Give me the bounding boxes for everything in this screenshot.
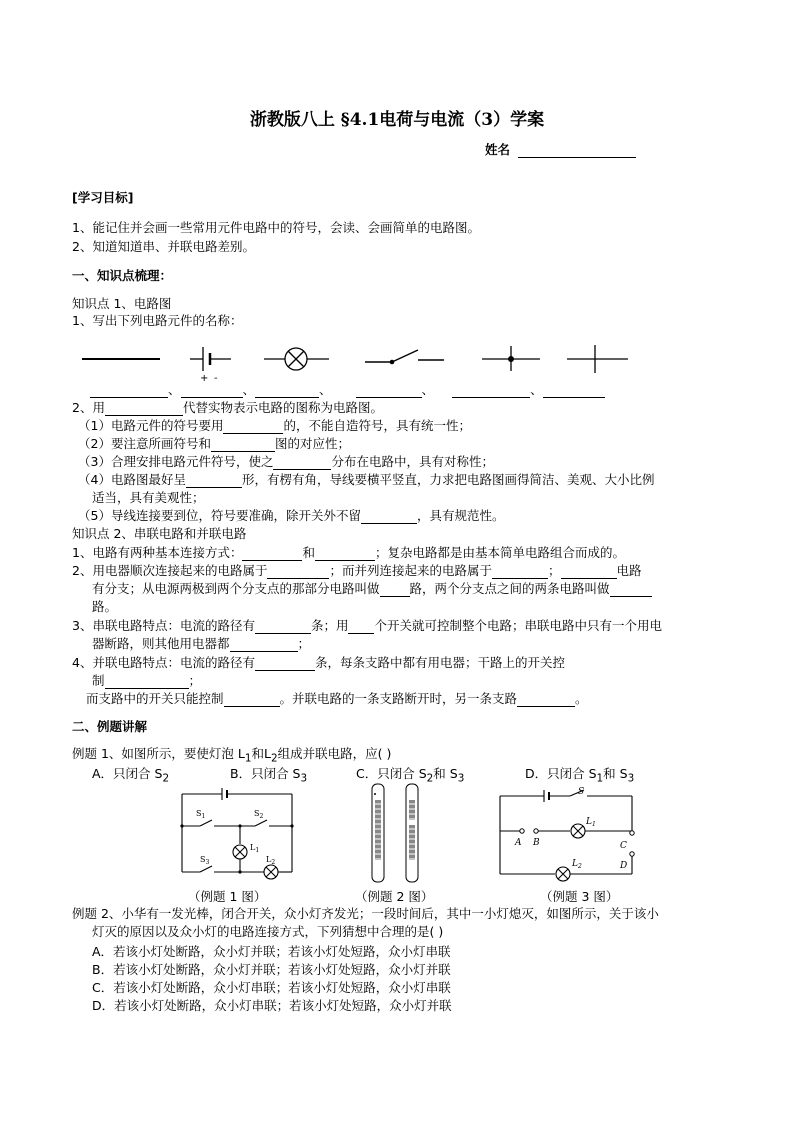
blank-kp2-2a[interactable]: [267, 565, 329, 579]
symbol-name-blanks: 、 、 、 、 、: [90, 380, 605, 398]
blank-rule-4[interactable]: [186, 474, 242, 488]
blank-wire[interactable]: [90, 384, 168, 398]
example3-circuit-figure: [492, 786, 642, 886]
kp2-line-2: 2、用电器顺次连接起来的电路属于 ；而并列连接起来的电路属于 ； 电路: [72, 563, 642, 578]
blank-rule-2[interactable]: [211, 438, 275, 452]
name-blank[interactable]: [518, 143, 636, 158]
blank-kp2-5a[interactable]: [255, 620, 311, 634]
blank-kp2-9b[interactable]: [517, 693, 575, 707]
kp2-title: 知识点 2、串联电路和并联电路: [72, 526, 247, 541]
fig1-label-l2: $L_2$: [266, 855, 276, 866]
blank-kp2-1b[interactable]: [315, 547, 375, 561]
fig1-label-s1: $S_1$: [196, 809, 206, 820]
goals-header: [学习目标]: [72, 190, 134, 205]
fig1-label-s2: $S_2$: [254, 809, 264, 820]
blank-kp2-2c[interactable]: [561, 565, 617, 579]
dark-bulb: [409, 820, 415, 825]
blank-switch[interactable]: [356, 384, 422, 398]
kp2-line-7: 4、并联电路特点：电流的路径有 条，每条支路中都有用电器；干路上的开关控: [72, 655, 565, 670]
caption-fig1: （例题 1 图）: [188, 889, 267, 904]
caption-fig2: （例题 2 图）: [355, 889, 434, 904]
page-title: 浙教版八上 §4.1电荷与电流（3）学案: [249, 110, 545, 130]
section1-header: 一、知识点梳理：: [72, 268, 173, 283]
rule-4: （4）电路图最好呈 形，有楞有角，导线要横平竖直，力求把电路图画得简洁、美观、大小比例: [78, 472, 655, 487]
ex1-option-c[interactable]: C．只闭合 $S_2$和 $S_3$: [356, 766, 465, 785]
rule-5: （5）导线连接要到位，符号要准确，除开关外不留 ，具有规范性。: [78, 508, 505, 523]
svg-text:-: -: [214, 373, 218, 382]
blank-kp2-8[interactable]: [105, 675, 189, 689]
kp2-line-3: 有分支；从电源两极到两个分支点的那部分电路叫做 路，两个分支点之间的两条电路叫做: [92, 581, 652, 597]
svg-text:+: +: [200, 373, 209, 382]
q2-line: 2、用 代替实物表示电路的图称为电路图。: [72, 400, 383, 415]
glow-stick-right: [406, 784, 418, 882]
kp2-line-5: 3、串联电路特点：电流的路径有 条；用 个开关就可控制整个电路；串联电路中只有一个用电: [72, 618, 662, 633]
section2-header: 二、例题讲解: [72, 719, 148, 734]
fig3-label-s: S: [578, 787, 585, 797]
blank-kp2-9a[interactable]: [224, 693, 280, 707]
kp2-line-9: 而支路中的开关只能控制 。并联电路的一条支路断开时，另一条支路 。: [86, 691, 588, 706]
example2-stem-1: 例题 2、小华有一发光棒，闭合开关，众小灯齐发光；一段时间后，其中一小灯熄灭，如图所示，关于该小: [72, 906, 659, 921]
glow-stick-left: [372, 784, 384, 882]
rule-4-cont: 适当，具有美观性；: [92, 490, 205, 505]
blank-kp2-6[interactable]: [230, 638, 298, 652]
blank-kp2-2b[interactable]: [492, 565, 548, 579]
goal-2: 2、知道知道串、并联电路差别。: [72, 239, 255, 254]
fig3-label-d: D: [620, 861, 628, 871]
example2-glow-stick-figure: [362, 780, 432, 886]
rule-1: （1）电路元件的符号要用 的，不能自造符号，具有统一性；: [78, 418, 471, 433]
fig1-label-s3: $S_3$: [200, 855, 210, 866]
ex2-option-a[interactable]: A．若该小灯处断路，众小灯并联；若该小灯处短路，众小灯串联: [92, 944, 451, 959]
blank-rule-5[interactable]: [361, 510, 417, 524]
junction-symbol: [482, 346, 540, 371]
example2-stem-2: 灯灭的原因以及众小灯的电路连接方式，下列猜想中合理的是( ): [92, 924, 444, 939]
fig3-label-b: B: [533, 838, 540, 848]
blank-junction[interactable]: [452, 384, 530, 398]
blank-battery[interactable]: [181, 384, 243, 398]
goal-1: 1、能记住并会画一些常用元件电路中的符号，会读、会画简单的电路图。: [72, 220, 480, 235]
kp1-title: 知识点 1、电路图: [72, 296, 172, 311]
name-label: 姓名: [485, 142, 511, 157]
ex2-option-b[interactable]: B．若该小灯处断路，众小灯并联；若该小灯处短路，众小灯并联: [92, 962, 451, 977]
q1-text: 1、写出下列电路元件的名称：: [72, 313, 243, 328]
fig3-label-l2: $L_2$: [572, 859, 582, 870]
switch-symbol: [365, 350, 444, 364]
kp2-line-4: 路。: [92, 599, 118, 614]
blank-kp2-1a[interactable]: [242, 547, 302, 561]
fig3-label-l1: $L_1$: [586, 817, 596, 828]
fig3-label-c: C: [620, 841, 627, 851]
blank-kp2-3a[interactable]: [380, 583, 410, 597]
caption-fig3: （例题 3 图）: [540, 889, 619, 904]
blank-lamp[interactable]: [255, 384, 319, 398]
blank-kp2-5b[interactable]: [348, 620, 374, 634]
example1-circuit-figure: [170, 786, 300, 884]
rule-2: （2）要注意所画符号和 图的对应性；: [78, 436, 350, 451]
kp2-line-8: 制 ；: [92, 673, 202, 688]
fig3-label-a: A: [515, 838, 522, 848]
ex2-option-d[interactable]: D．若该小灯处断路，众小灯串联；若该小灯处短路，众小灯并联: [92, 998, 452, 1013]
battery-symbol: [190, 347, 231, 382]
lamp-symbol: [264, 348, 329, 370]
kp2-line-1: 1、电路有两种基本连接方式： 和 ；复杂电路都是由基本简单电路组合而成的。: [72, 545, 625, 560]
fig1-label-l1: $L_1$: [250, 843, 260, 854]
rule-3: （3）合理安排电路元件符号，使之 分布在电路中，具有对称性；: [78, 454, 494, 469]
ex2-option-c[interactable]: C．若该小灯处断路，众小灯串联；若该小灯处短路，众小灯串联: [92, 980, 451, 995]
blank-q2[interactable]: [105, 402, 183, 416]
blank-kp2-7[interactable]: [255, 657, 315, 671]
example1-stem: 例题 1、如图所示，要使灯泡 $L_1$和$L_2$组成并联电路，应( ): [72, 746, 392, 765]
blank-rule-3[interactable]: [273, 456, 331, 470]
crossing-wires-symbol: [567, 345, 628, 373]
blank-kp2-3b[interactable]: [610, 583, 652, 597]
blank-rule-1[interactable]: [223, 420, 283, 434]
kp2-line-6: 器断路，则其他用电器都 ；: [92, 636, 311, 651]
circuit-symbols: [72, 338, 652, 382]
name-field: [485, 140, 636, 158]
blank-crossing[interactable]: [543, 384, 605, 398]
ex1-option-a[interactable]: A．只闭合 $S_2$: [92, 766, 170, 785]
ex1-option-b[interactable]: B．只闭合 $S_3$: [230, 766, 308, 785]
ex1-option-d[interactable]: D．只闭合 $S_1$和 $S_3$: [525, 766, 635, 785]
